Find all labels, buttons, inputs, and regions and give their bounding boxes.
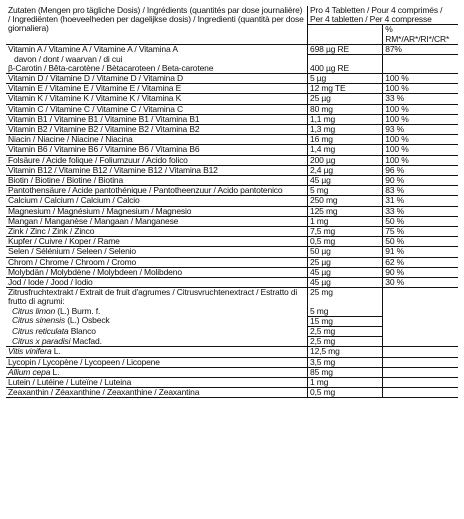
ingredient-amount: 5 mg	[308, 307, 383, 317]
ingredient-percent	[383, 388, 458, 398]
ingredient-amount: 698 µg RE	[308, 44, 383, 54]
table-row	[6, 337, 458, 347]
ingredient-percent: 31 %	[383, 196, 458, 206]
header-per-dose: Pro 4 Tabletten / Pour 4 comprimés / Per 4 tabletten / Per 4 compresse	[308, 6, 459, 25]
ingredient-amount: 16 mg	[308, 135, 383, 145]
ingredient-name	[6, 307, 308, 317]
ingredient-amount: 2,5 mg	[308, 327, 383, 337]
table-row	[6, 316, 458, 326]
ingredient-percent	[383, 367, 458, 377]
ingredient-amount: 5 µg	[308, 73, 383, 83]
ingredient-amount	[308, 55, 383, 64]
ingredient-percent: 100 %	[383, 73, 458, 83]
table-row	[6, 145, 458, 155]
ingredient-latin-name: Citrus reticulata	[12, 326, 69, 336]
ingredient-percent: 50 %	[383, 237, 458, 247]
table-row	[6, 367, 458, 377]
ingredient-amount: 2,4 µg	[308, 165, 383, 175]
ingredient-latin-name: Vitis vinifera	[8, 346, 52, 357]
ingredient-percent	[383, 55, 458, 64]
ingredient-percent: 100 %	[383, 135, 458, 145]
ingredient-name: Vitamin B1 / Vitamine B1 / Vitamine B1 / Vitamina B1	[6, 114, 308, 124]
ingredient-percent: 30 %	[383, 277, 458, 287]
table-row	[6, 73, 458, 83]
ingredient-amount: 200 µg	[308, 155, 383, 165]
ingredient-amount: 25 µg	[308, 94, 383, 104]
ingredient-amount: 5 mg	[308, 186, 383, 196]
ingredient-name: Vitamin A / Vitamine A / Vitamine A / Vitamina A	[6, 44, 308, 54]
ingredient-author: (L.) Osbeck	[65, 316, 110, 326]
ingredient-name: Jod / Iode / Jood / Iodio	[6, 277, 308, 287]
ingredient-amount: 400 µg RE	[308, 64, 383, 74]
ingredient-author: (L.) Burm. f.	[55, 306, 101, 316]
ingredient-percent: 90 %	[383, 175, 458, 185]
ingredient-latin-name: Citrus sinensis	[12, 316, 66, 326]
ingredient-name: Zitrusfruchtextrakt / Extrait de fruit d'agrumes / Citrusvruchtenextract / Estratto di frutto di agrumi:	[6, 288, 308, 307]
ingredient-percent: 75 %	[383, 226, 458, 236]
table-row	[6, 267, 458, 277]
ingredient-amount: 1,1 mg	[308, 114, 383, 124]
ingredient-amount: 12 mg TE	[308, 84, 383, 94]
table-row	[6, 327, 458, 337]
ingredient-latin-name: Citrus x paradisi	[12, 336, 71, 346]
ingredient-percent	[383, 64, 458, 74]
table-row	[6, 64, 458, 74]
ingredient-name: Lutein / Lutéine / Luteïne / Luteina	[6, 378, 308, 388]
table-row	[6, 257, 458, 267]
ingredient-name: Vitamin E / Vitamine E / Vitamine E / Vitamina E	[6, 84, 308, 94]
ingredient-name: Folsäure / Acide folique / Foliumzuur / Acido folico	[6, 155, 308, 165]
ingredient-name	[6, 367, 308, 377]
table-row	[6, 186, 458, 196]
table-row	[6, 55, 458, 64]
ingredient-author: L.	[50, 367, 60, 377]
ingredient-name: Lycopin / Lycopène / Lycopeen / Licopene	[6, 357, 308, 367]
header-amount-empty	[308, 25, 383, 44]
ingredient-name: Selen / Sélénium / Seleen / Selenio	[6, 247, 308, 257]
ingredient-percent: 33 %	[383, 206, 458, 216]
table-row	[6, 216, 458, 226]
ingredient-percent: 83 %	[383, 186, 458, 196]
ingredient-amount: 0,5 mg	[308, 237, 383, 247]
table-row	[6, 378, 458, 388]
table-row	[6, 247, 458, 257]
ingredient-author: L.	[51, 346, 61, 357]
ingredient-percent: 100 %	[383, 114, 458, 124]
ingredient-amount: 1,4 mg	[308, 145, 383, 155]
ingredient-amount: 250 mg	[308, 196, 383, 206]
ingredient-amount: 7,5 mg	[308, 226, 383, 236]
ingredient-amount: 25 µg	[308, 257, 383, 267]
ingredient-amount: 45 µg	[308, 175, 383, 185]
ingredient-amount: 1,3 mg	[308, 124, 383, 134]
ingredient-percent	[383, 378, 458, 388]
table-row	[6, 104, 458, 114]
table-row	[6, 175, 458, 185]
table-row	[6, 277, 458, 287]
ingredient-percent: 87%	[383, 44, 458, 54]
table-row	[6, 94, 458, 104]
ingredient-name: Chrom / Chrome / Chroom / Cromo	[6, 257, 308, 267]
ingredient-percent: 100 %	[383, 155, 458, 165]
table-row	[6, 135, 458, 145]
ingredient-percent	[383, 316, 458, 326]
ingredient-name: Magnesium / Magnésium / Magnesium / Magnesio	[6, 206, 308, 216]
ingredient-percent: 90 %	[383, 267, 458, 277]
table-row	[6, 237, 458, 247]
ingredient-latin-name: Allium cepa	[8, 367, 51, 377]
ingredient-percent: 93 %	[383, 124, 458, 134]
table-row	[6, 206, 458, 216]
ingredient-amount: 125 mg	[308, 206, 383, 216]
ingredient-name	[6, 347, 308, 357]
ingredient-name	[6, 337, 308, 347]
ingredient-author: Macfad.	[70, 336, 102, 346]
ingredients-table	[6, 6, 458, 398]
table-row	[6, 288, 458, 307]
ingredient-percent	[383, 347, 458, 357]
ingredient-amount: 45 µg	[308, 267, 383, 277]
ingredient-amount: 45 µg	[308, 277, 383, 287]
ingredient-name: Vitamin B6 / Vitamine B6 / Vitamine B6 / Vitamina B6	[6, 145, 308, 155]
ingredient-percent	[383, 288, 458, 307]
ingredient-percent: 96 %	[383, 165, 458, 175]
ingredient-amount: 0,5 mg	[308, 388, 383, 398]
ingredient-name: Vitamin D / Vitamine D / Vitamine D / Vitamina D	[6, 73, 308, 83]
table-row	[6, 307, 458, 317]
ingredient-percent: 33 %	[383, 94, 458, 104]
ingredient-percent	[383, 307, 458, 317]
ingredient-name	[6, 327, 308, 337]
table-row	[6, 196, 458, 206]
table-row	[6, 44, 458, 54]
ingredient-name: Calcium / Calcium / Calcium / Calcio	[6, 196, 308, 206]
table-row	[6, 84, 458, 94]
ingredient-percent	[383, 337, 458, 347]
table-row	[6, 226, 458, 236]
ingredient-amount: 25 mg	[308, 288, 383, 307]
table-header-row	[6, 6, 458, 25]
ingredient-percent: 62 %	[383, 257, 458, 267]
ingredient-percent	[383, 327, 458, 337]
table-row	[6, 114, 458, 124]
ingredient-percent: 91 %	[383, 247, 458, 257]
ingredient-name: Vitamin K / Vitamine K / Vitamine K / Vitamina K	[6, 94, 308, 104]
ingredient-name: Niacin / Niacine / Niacine / Niacina	[6, 135, 308, 145]
ingredient-name: Kupfer / Cuivre / Koper / Rame	[6, 237, 308, 247]
ingredient-name: Molybdän / Molybdène / Molybdeen / Molibdeno	[6, 267, 308, 277]
ingredient-amount: 12,5 mg	[308, 347, 383, 357]
ingredient-amount: 2,5 mg	[308, 337, 383, 347]
ingredient-percent: 100 %	[383, 145, 458, 155]
table-row	[6, 388, 458, 398]
ingredient-amount: 15 mg	[308, 316, 383, 326]
ingredient-name: Vitamin B12 / Vitamine B12 / Vitamine B12 / Vitamina B12	[6, 165, 308, 175]
ingredient-percent: 100 %	[383, 104, 458, 114]
ingredient-name: Pantothensäure / Acide pantothénique / Pantotheenzuur / Acido pantotenico	[6, 186, 308, 196]
table-row	[6, 155, 458, 165]
table-row	[6, 347, 458, 357]
ingredient-percent	[383, 357, 458, 367]
ingredient-name: Mangan / Manganèse / Mangaan / Manganese	[6, 216, 308, 226]
ingredient-amount: 1 mg	[308, 216, 383, 226]
ingredient-name: β-Carotin / Bêta-carotène / Bètacaroteen / Beta-carotene	[6, 64, 308, 74]
ingredient-name: Zink / Zinc / Zink / Zinco	[6, 226, 308, 236]
table-row	[6, 357, 458, 367]
ingredient-name: Biotin / Biotine / Biotine / Biotina	[6, 175, 308, 185]
ingredient-amount: 1 mg	[308, 378, 383, 388]
ingredient-percent: 100 %	[383, 84, 458, 94]
ingredient-amount: 80 mg	[308, 104, 383, 114]
table-row	[6, 165, 458, 175]
table-row	[6, 124, 458, 134]
ingredient-name: Vitamin B2 / Vitamine B2 / Vitamine B2 / Vitamina B2	[6, 124, 308, 134]
ingredient-amount: 85 mg	[308, 367, 383, 377]
ingredient-percent: 50 %	[383, 216, 458, 226]
ingredient-author: Blanco	[68, 326, 96, 336]
header-ingredients: Zutaten (Mengen pro tägliche Dosis) / Ingrédients (quantités par dose journalière) / Ingrediënten (hoeveelheden per dagelijkse dosis) / Ingredienti (quantità per dose giornaliera)	[6, 6, 308, 44]
ingredient-amount: 3,5 mg	[308, 357, 383, 367]
ingredient-name: Vitamin C / Vitamine C / Vitamine C / Vitamina C	[6, 104, 308, 114]
ingredient-name	[6, 316, 308, 326]
header-percent: % RM*/AR*/RI*/CR*	[383, 25, 458, 44]
ingredient-amount: 50 µg	[308, 247, 383, 257]
ingredient-latin-name: Citrus limon	[12, 306, 56, 316]
ingredient-name: Zeaxanthin / Zéaxanthine / Zeaxanthine / Zeaxantina	[6, 388, 308, 398]
ingredient-name: davon / dont / waarvan / di cui	[6, 55, 308, 64]
